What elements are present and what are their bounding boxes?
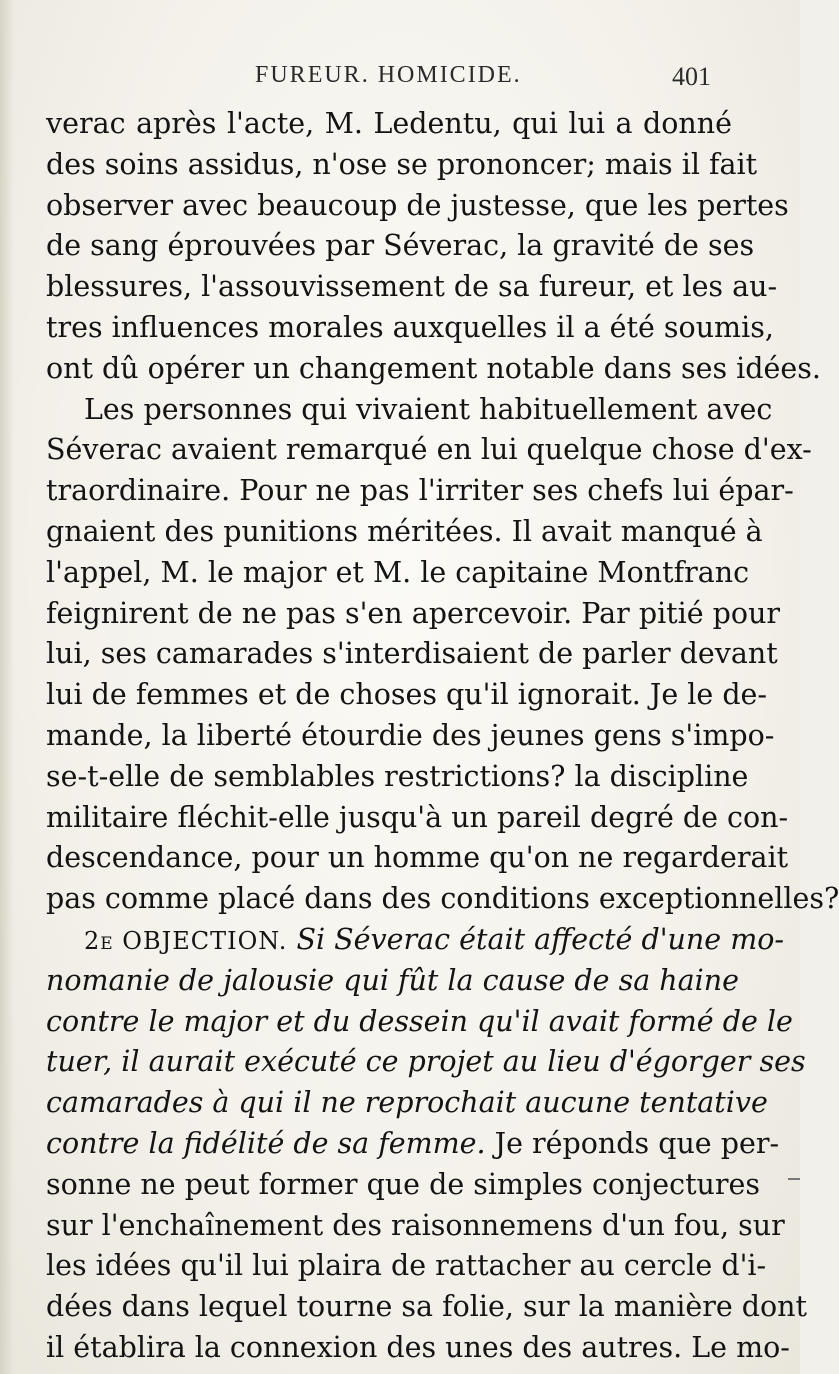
- text-line: de sang éprouvées par Séverac, la gravité de ses: [46, 229, 755, 263]
- objection-line: [46, 920, 785, 961]
- mixed-line: [46, 1124, 780, 1165]
- text-line: lui, ses camarades s'interdisaient de parler devant: [46, 637, 778, 671]
- objection-end: contre la fidélité de sa femme.: [46, 1126, 486, 1160]
- text-line: se-t-elle de semblables restrictions? la discipline: [46, 759, 749, 793]
- text-line: sur l'enchaînement des raisonnemens d'un fou, sur: [46, 1208, 785, 1242]
- text-line: Les personnes qui vivaient habituellement avec: [84, 392, 773, 426]
- objection-label: 2e OBJECTION.: [84, 926, 288, 955]
- text-line: mande, la liberté étourdie des jeunes gens s'impo-: [46, 718, 775, 752]
- text-line: dées dans lequel tourne sa folie, sur la manière dont: [46, 1290, 807, 1324]
- text-line: sonne ne peut former que de simples conjectures: [46, 1167, 761, 1201]
- running-head: FUREUR. HOMICIDE.: [255, 62, 522, 88]
- text-line: l'appel, M. le major et M. le capitaine Montfranc: [46, 555, 750, 589]
- text-line: ont dû opérer un changement notable dans ses idées.: [46, 351, 821, 385]
- page-gutter-shadow: [0, 0, 14, 1374]
- text-line: les idées qu'il lui plaira de rattacher au cercle d'i-: [46, 1249, 767, 1283]
- text-line: pas comme placé dans des conditions exceptionnelles?: [46, 882, 839, 916]
- italic-line: nomanie de jalousie qui fût la cause de sa haine: [46, 963, 739, 997]
- body-text: [46, 104, 839, 1369]
- text-line: blessures, l'assouvissement de sa fureur, et les au-: [46, 270, 778, 304]
- text-line: des soins assidus, n'ose se prononcer; mais il fait: [46, 147, 758, 181]
- text-line: lui de femmes et de choses qu'il ignorait. Je le de-: [46, 678, 768, 712]
- italic-line: contre le major et du dessein qu'il avait formé de le: [46, 1004, 793, 1038]
- text-line: traordinaire. Pour ne pas l'irriter ses chefs lui épar-: [46, 474, 794, 508]
- text-line: feignirent de ne pas s'en apercevoir. Par pitié pour: [46, 596, 781, 630]
- margin-mark: [788, 1178, 800, 1180]
- reply-start: Je réponds que per-: [494, 1126, 780, 1160]
- italic-line: camarades à qui il ne reprochait aucune tentative: [46, 1086, 768, 1120]
- text-line: militaire fléchit-elle jusqu'à un pareil degré de con-: [46, 800, 789, 834]
- page-number: 401: [672, 62, 711, 91]
- page-header: [255, 62, 715, 102]
- objection-text: Si Séverac était affecté d'une mo-: [296, 922, 785, 956]
- text-line: descendance, pour un homme qu'on ne regarderait: [46, 841, 789, 875]
- italic-line: tuer, il aurait exécuté ce projet au lieu d'égorger ses: [46, 1045, 806, 1079]
- text-line: Séverac avaient remarqué en lui quelque chose d'ex-: [46, 433, 812, 467]
- text-line: observer avec beaucoup de justesse, que les pertes: [46, 188, 789, 222]
- text-line: il établira la connexion des unes des autres. Le mo-: [46, 1330, 790, 1364]
- text-line: gnaient des punitions méritées. Il avait manqué à: [46, 514, 763, 548]
- text-line: verac après l'acte, M. Ledentu, qui lui a donné: [46, 107, 732, 140]
- text-line: tres influences morales auxquelles il a été soumis,: [46, 310, 774, 344]
